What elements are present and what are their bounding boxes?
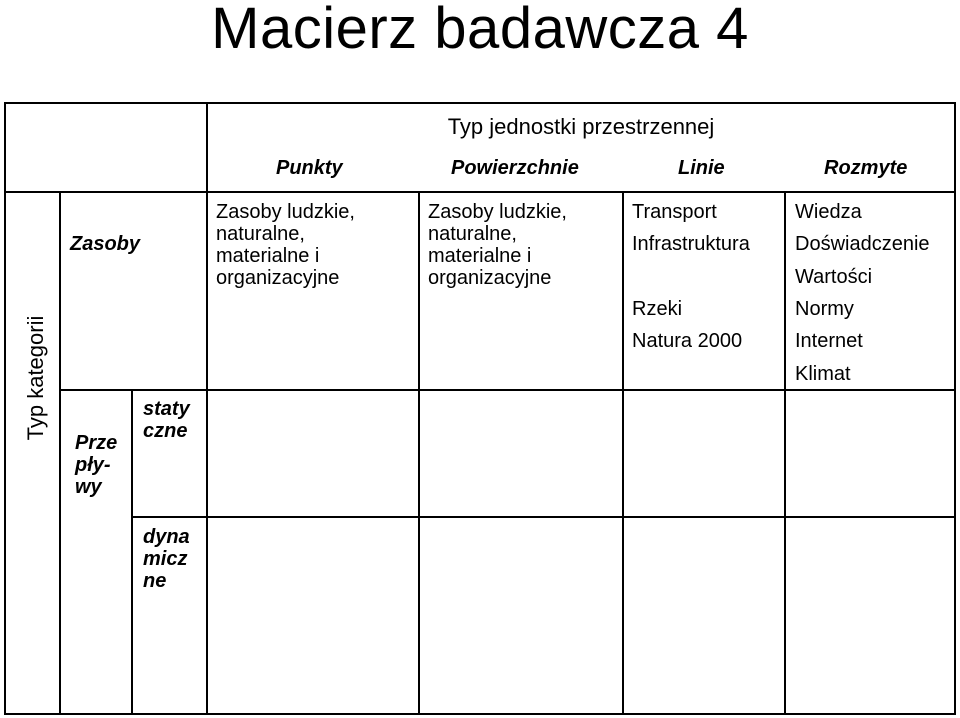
row-header-przeplywy: Prze pły- wy [75,432,118,498]
row-group-label: Typ kategorii [23,315,48,441]
row-header-statyczne: staty czne [143,398,190,442]
cell-powierzchnie-zasoby: Zasoby ludzkie, naturalne, materialne i organizacyjne [428,201,567,289]
col-line-punkty [206,102,208,715]
header-group-label: Typ jednostki przestrzennej [447,114,715,139]
row-separator-statyczne [131,516,956,518]
row-header-zasoby: Zasoby [70,233,141,255]
column-header-powierzchnie: Powierzchnie [451,157,579,179]
list-item: Internet [795,330,863,352]
col-line-rozmyte [784,191,786,715]
cell-punkty-zasoby: Zasoby ludzkie, naturalne, materialne i organizacyjne [216,201,355,289]
list-item: Doświadczenie [795,233,930,255]
row-separator-zasoby [59,389,956,391]
list-item: Infrastruktura [632,233,750,255]
col-line-linie [622,191,624,715]
header-separator [4,191,956,193]
column-header-linie: Linie [678,157,725,179]
col-line-subtype [131,389,133,715]
col-line-typ [59,191,61,715]
col-line-powierzchnie [418,191,420,715]
table-border-right [954,102,956,715]
column-header-punkty: Punkty [276,157,343,179]
table-border-bottom [4,713,956,715]
list-item: Klimat [795,363,851,385]
list-item: Rzeki [632,298,683,320]
column-header-rozmyte: Rozmyte [824,157,908,179]
table-border-top [4,102,956,104]
row-header-dynamiczne: dyna micz ne [143,526,190,592]
list-item: Wiedza [795,201,862,223]
list-item: Normy [795,298,854,320]
list-item: Wartości [795,266,873,288]
list-item: Natura 2000 [632,330,743,352]
page-title: Macierz badawcza 4 [211,0,749,61]
table-border-left [4,102,6,715]
list-item: Transport [632,201,717,223]
